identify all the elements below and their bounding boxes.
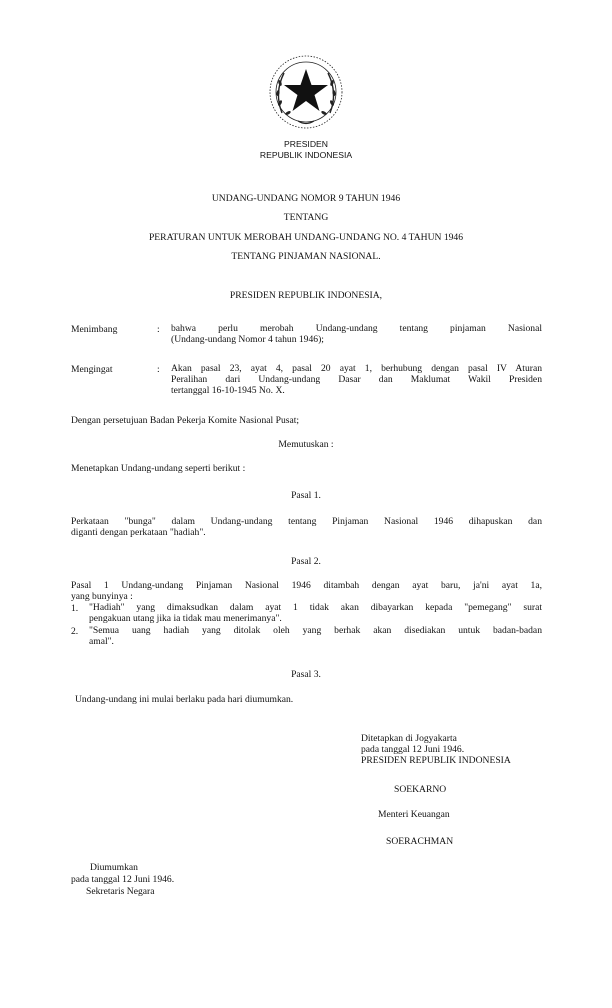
diumumkan-line3: Sekretaris Negara [86,886,155,897]
pasal2-item1-number: 1. [71,603,79,614]
mengingat-colon: : [157,364,160,375]
menimbang-line1: bahwa perlu merobah Undang-undang tentang pinjaman Nasional [171,323,542,334]
mengingat-line1: Akan pasal 23, ayat 4, pasal 20 ayat 1, berhubung dengan pasal IV Aturan [171,363,542,374]
office-line2: REPUBLIK INDONESIA [259,150,353,160]
preamble-heading: PRESIDEN REPUBLIK INDONESIA, [229,290,383,301]
pasal2-item1-line1: "Hadiah" yang dimaksudkan dalam ayat 1 tidak akan dibayarkan kepada "pemegang" surat [89,602,542,613]
pasal2-item2-number: 2. [71,626,79,637]
pasal2-line2: yang bunyinya : [71,591,133,602]
title-line2: TENTANG [283,212,329,223]
ditetapkan-line3: PRESIDEN REPUBLIK INDONESIA [361,755,511,766]
pasal1-heading: Pasal 1. [291,490,321,501]
office-line1: PRESIDEN [284,139,328,149]
mengingat-line3: tertanggal 16-10-1945 No. X. [171,385,285,396]
pasal2-item2-line1: "Semua uang hadiah yang ditolak oleh yang berhak akan disediakan untuk badan-badan [89,625,542,636]
pasal3-text: Undang-undang ini mulai berlaku pada hari diumumkan. [75,694,294,705]
persetujuan-text: Dengan persetujuan Badan Pekerja Komite Nasional Pusat; [71,415,300,426]
memutuskan-heading: Memutuskan : [278,439,334,450]
title-line1: UNDANG-UNDANG NOMOR 9 TAHUN 1946 [211,193,401,204]
title-line3: PERATURAN UNTUK MEROBAH UNDANG-UNDANG NO. 4 TAHUN 1946 [148,232,464,243]
garuda-star-emblem-icon [268,53,344,131]
menimbang-line2: (Undang-undang Nomor 4 tahun 1946); [171,334,324,345]
menimbang-colon: : [157,324,160,335]
menimbang-label: Menimbang [71,324,118,335]
pasal2-item1-line2: pengakuan utang jika ia tidak mau menerimanya". [89,613,282,624]
mengingat-line2: Peralihan dari Undang-undang Dasar dan Maklumat Wakil Presiden [171,374,542,385]
pasal3-heading: Pasal 3. [291,669,321,680]
pasal1-line1: Perkataan "bunga" dalam Undang-undang tentang Pinjaman Nasional 1946 dihapuskan dan [71,516,542,527]
minister-title: Menteri Keuangan [378,809,450,820]
title-line4: TENTANG PINJAMAN NASIONAL. [231,251,381,262]
pasal2-line1: Pasal 1 Undang-undang Pinjaman Nasional 1946 ditambah dengan ayat baru, ja'ni ayat 1a, [71,580,542,591]
pasal2-heading: Pasal 2. [291,556,321,567]
pasal1-line2: diganti dengan perkataan "hadiah". [71,527,206,538]
diumumkan-line1: Diumumkan [90,862,138,873]
minister-name: SOERACHMAN [386,836,454,847]
president-name: SOEKARNO [394,784,447,795]
mengingat-label: Mengingat [71,364,113,375]
menetapkan-text: Menetapkan Undang-undang seperti berikut : [71,463,246,474]
pasal2-item2-line2: amal". [89,636,114,647]
diumumkan-line2: pada tanggal 12 Juni 1946. [71,874,175,885]
ditetapkan-line1: Ditetapkan di Jogyakarta [361,733,457,744]
ditetapkan-line2: pada tanggal 12 Juni 1946. [361,744,465,755]
